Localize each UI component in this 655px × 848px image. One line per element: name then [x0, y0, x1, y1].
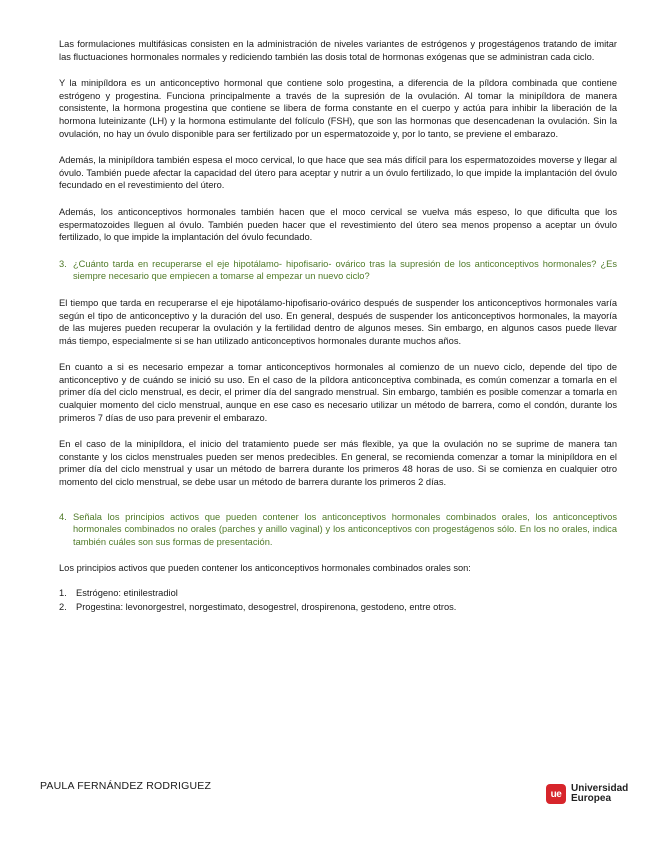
answer-3-paragraph-3: En el caso de la minipíldora, el inicio del tratamiento puede ser más flexible, ya que la ovulación no se suprime de manera tan constante y los ciclos menstruales pueden ser menos predecibles. En general, se recomienda comenzar a tomar la minipíldora en el primer día del ciclo menstrual y usar un método de barrera durante los primeros 48 horas de uso. Si se comienza en cualquier otro momento del ciclo menstrual, se debe usar un método de barrera durante los primeros 2 días.: [59, 439, 617, 488]
logo-mark-icon: ue: [546, 784, 566, 804]
question-4-number: 4.: [59, 511, 67, 522]
active-ingredients-list: [59, 587, 617, 613]
footer-author: PAULA FERNÁNDEZ RODRIGUEZ: [40, 780, 212, 792]
answer-4-intro: Los principios activos que pueden contener los anticonceptivos hormonales combinados orales son:: [59, 563, 471, 574]
list-item: [59, 587, 617, 600]
list-item: [59, 601, 617, 614]
logo-line-2: Europea: [571, 793, 612, 804]
list-item-text: Progestina: levonorgestrel, norgestimato, desogestrel, drospirenona, gestodeno, entre otros.: [76, 601, 457, 612]
question-4: [59, 511, 617, 549]
question-3-text: ¿Cuánto tarda en recuperarse el eje hipotálamo- hipofisario- ovárico tras la supresión de los anticonceptivos hormonales? ¿Es siempre necesario que empiecen a tomarse al empezar un nuevo ciclo?: [73, 258, 617, 282]
answer-3-paragraph-2: En cuanto a si es necesario empezar a tomar anticonceptivos hormonales al comienzo de un nuevo ciclo, depende del tipo de anticonceptivo y de cuándo se inició su uso. En el caso de la píldora anticonceptiva combinada, es común comenzar a tomarla en el primer día del ciclo menstrual, es decir, el primer día del sangrado menstrual. Sin embargo, también es posible comenzar a tomarla en cualquier momento del ciclo menstrual, aunque en ese caso es necesario utilizar un método de barrera, como el condón, durante los primeros 7 días de uso para prevenir el embarazo.: [59, 362, 617, 423]
logo-wordmark: [571, 784, 628, 804]
list-item-number: 1.: [59, 588, 67, 598]
paragraph-minipildora: Y la minipíldora es un anticonceptivo hormonal que contiene solo progestina, a diferencia de la píldora combinada que contiene estrógeno y progestina. Funciona principalmente a través de la supresión de la ovulación. Al tomar la minipíldora de manera consistente, la hormona progestina que contiene se libera de forma constante en el cuerpo y actúa para inhibir la liberación de la hormona luteinizante (LH) y la hormona estimulante del folículo (FSH), que son las hormonas que desencadenan la ovulación. Sin la ovulación, no hay un óvulo disponible para ser fertilizado por un espermatozoide y, por lo tanto, se previene el embarazo.: [59, 78, 617, 139]
question-3-number: 3.: [59, 258, 67, 269]
paragraph-anticonceptivos-moco: Además, los anticonceptivos hormonales también hacen que el moco cervical se vuelva más espeso, lo que dificulta que los espermatozoides lleguen al óvulo. También pueden hacer que el revestimiento del útero sea menos propenso a aceptar un óvulo fertilizado, lo que impide la implantación del óvulo fecundado.: [59, 206, 617, 243]
answer-3-paragraph-1: El tiempo que tarda en recuperarse el eje hipotálamo-hipofisario-ovárico después de suspender los anticonceptivos hormonales varía según el tipo de anticonceptivo y la duración del uso. En general, después de suspender los anticonceptivos hormonales, la mayoría de las mujeres pueden recuperar la ovulación y la fertilidad dentro de algunos meses. Sin embargo, en algunos casos puede llevar más tiempo, especialmente si se han utilizado anticonceptivos hormonales durante muchos años.: [59, 297, 617, 346]
document-body: [59, 38, 617, 614]
university-logo: [546, 784, 628, 804]
logo-line-1: Universidad: [571, 783, 629, 794]
paragraph-moco-cervical: Además, la minipíldora también espesa el moco cervical, lo que hace que sea más difícil para los espermatozoides moverse y llegar al óvulo. También puede afectar la capacidad del útero para aceptar y nutrir a un óvulo fertilizado, lo que impide la implantación del óvulo fecundado en el revestimiento del útero.: [59, 155, 617, 191]
list-item-number: 2.: [59, 601, 67, 612]
question-4-text: Señala los principios activos que pueden contener los anticonceptivos hormonales combinados orales, los anticonceptivos hormonales combinados no orales (parches y anillo vaginal) y los anticonceptivos con progestágenos sólo. En los no orales, indica también cuáles son sus formas de presentación.: [73, 511, 617, 547]
list-item-text: Estrógeno: etinilestradiol: [76, 588, 178, 598]
paragraph-multifasicas: Las formulaciones multifásicas consisten en la administración de niveles variantes de estrógenos y progestágenos tratando de imitar las fluctuaciones hormonales normales y rediciendo también las dosis total de hormonas exógenas que se administran cada ciclo.: [59, 39, 617, 62]
question-3: [59, 258, 617, 283]
